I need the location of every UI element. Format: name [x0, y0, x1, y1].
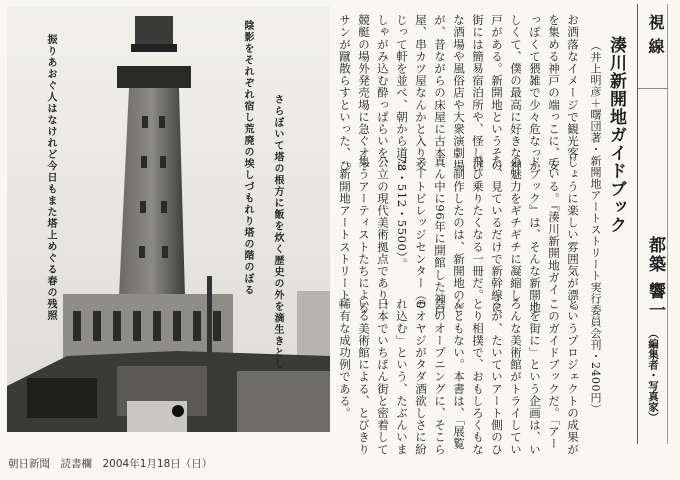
- text-line: を集める神戸の端っこに、安: [547, 14, 561, 172]
- text-line: 集うアーティストたちによる: [357, 156, 371, 314]
- article-subtitle: （井上明彦＋曙団著・新開地アートストリート実行委員会刊・2400円）: [589, 40, 602, 415]
- text-line: しゃがみ込む酔っぱらいを、: [376, 14, 390, 172]
- article-tier-1: [335, 14, 582, 172]
- text-line: サンが蹴散らすといった、ひ: [338, 14, 352, 172]
- text-line: じょうに楽しい雰囲気が漂っ: [566, 156, 580, 314]
- author-name: 都築 響一: [645, 236, 665, 320]
- right-border: [667, 4, 668, 444]
- text-line: れ込む」という、たぶんいま: [395, 298, 409, 456]
- source-caption: 朝日新聞 読書欄 2004年1月18日（日）: [8, 458, 213, 470]
- text-line: 真ん中に96年に開館した神戸: [433, 156, 447, 318]
- article-tier-2: [335, 156, 582, 318]
- text-line: が、昔ながらの床屋に古本: [433, 14, 447, 160]
- text-line: というプロジェクトの成果が: [566, 298, 580, 456]
- text-line: じって軒を並べ、朝から道に: [395, 14, 409, 172]
- text-line: このガイドブックだ。「アー: [547, 298, 561, 450]
- column-divider: [637, 4, 638, 444]
- text-line: 公立の現代美術拠点であり、: [376, 156, 390, 314]
- text-line: しくて、僕の最高に好きな神: [509, 14, 523, 172]
- text-line: んともない。本書は、「展覧: [452, 298, 466, 450]
- text-line: 競艇の場外発売場に急ぐオッ: [357, 14, 371, 172]
- poem-1: 陰影をそれぞれ宿し荒廃の埃しづもれり塔の階のぼる: [242, 20, 253, 296]
- text-line: のオヤジがタダ酒欲しさに紛: [414, 298, 428, 456]
- poem-3: 振りあおぐ人はなけれど今日もまた塔上めぐる春の残照: [45, 34, 56, 322]
- section-divider: [638, 88, 668, 89]
- text-line: 日本でいちばん街と密着して: [376, 298, 390, 456]
- text-line: 制作したのは、新開地のど: [452, 156, 466, 314]
- text-line: 「新開地アートストリート」: [338, 156, 352, 314]
- text-line: 街には簡易宿泊所や、怪しげ: [471, 14, 485, 172]
- text-line: っぽくて猥雑で少々危なっか: [528, 14, 542, 172]
- text-line: いる美術館による、とびきり: [357, 298, 371, 456]
- text-line: ドブック』は、そんな新開地: [528, 156, 542, 314]
- text-line: 会のオープニングに、そこら: [433, 298, 447, 456]
- text-line: 78・512・5500）。: [395, 156, 409, 270]
- text-line: アートビレッジセンター（0: [414, 156, 428, 310]
- text-line: 屋、串カツ屋なんかと入り交: [414, 14, 428, 172]
- text-line: な酒場や風俗店や大衆演劇場: [452, 14, 466, 172]
- section-label: 視線: [646, 14, 665, 62]
- poem-2: さらぼいて塔の根方に飯を炊く歴史の外を滴生きとし: [272, 94, 283, 370]
- text-line: とり相撲で、おもしろくもな: [471, 298, 485, 456]
- text-line: ろんな美術館がトライしてい: [509, 298, 523, 456]
- text-line: トを街に」という企画は、い: [528, 298, 542, 456]
- article-tier-3: [335, 298, 582, 456]
- text-line: た、見ているだけで新幹線に: [490, 156, 504, 314]
- text-line: ている。『湊川新開地ガイ: [547, 156, 561, 296]
- text-line: 飛び乗りたくなる一冊だ。: [471, 156, 485, 302]
- text-line: 稀有な成功例である。: [338, 298, 352, 419]
- text-line: るが、たいていアート側のひ: [490, 298, 504, 456]
- article-title: 湊川新開地ガイドブック: [606, 36, 626, 234]
- text-line: 戸がある。新開地というその: [490, 14, 504, 172]
- text-line: の魅力をギチギチに凝縮し: [509, 156, 523, 302]
- author-role: （編集者・写真家）: [647, 328, 659, 423]
- article-photo-tower: [7, 6, 330, 432]
- text-line: お洒落なイメージで観光客: [566, 14, 580, 160]
